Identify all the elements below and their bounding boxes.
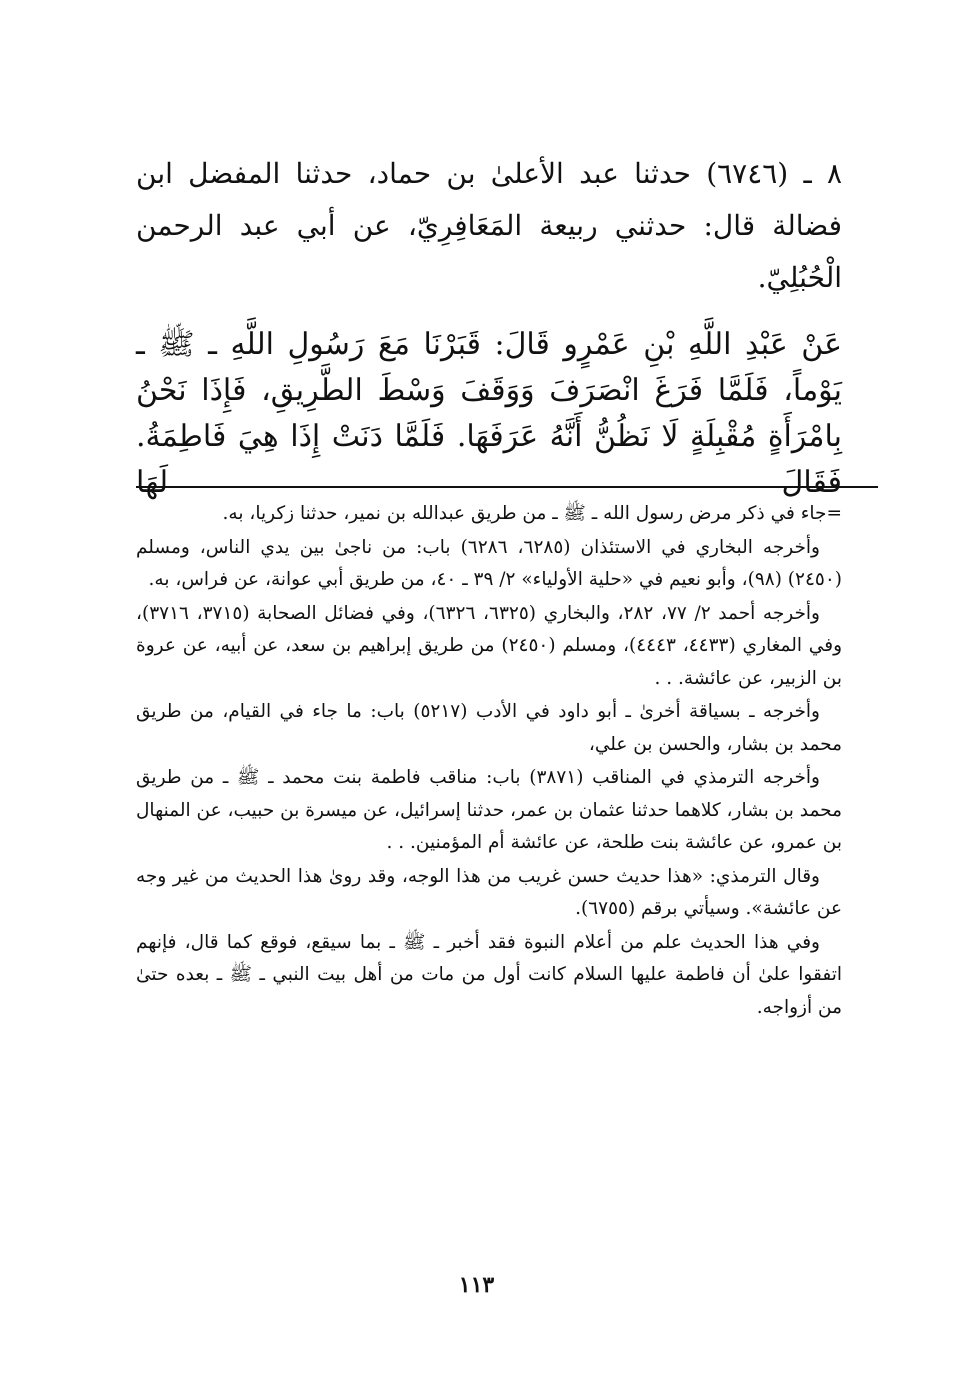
- hadith-matn: عَنْ عَبْدِ اللَّهِ بْنِ عَمْرٍو قَالَ: قَبَرْنَا مَعَ رَسُولِ اللَّهِ ـ ﷺ ـ يَوْماً، فَلَمَّا فَرَغَ انْصَرَفَ وَوَقَفَ وَسْطَ الطَّرِيقِ، فَإِذَا نَحْنُ بِامْرَأَةٍ مُقْبِلَةٍ لَا نَظُنُّ أَنَّهُ عَرَفَهَا. فَلَمَّا دَنَتْ إِذَا هِيَ فَاطِمَةُ. فَقَالَ لَهَا: [136, 327, 842, 500]
- hadith-text-block: [136, 148, 842, 506]
- footnote-paragraph: وأخرجه الترمذي في المناقب (٣٨٧١) باب: مناقب فاطمة بنت محمد ـ ﷺ ـ من طريق محمد بن بشار، كلاهما حدثنا عثمان بن عمر، حدثنا إسرائيل، عن ميسرة بن حبيب، عن المنهال بن عمرو، عن عائشة بنت طلحة، عن عائشة أم المؤمنين. . .: [135, 767, 842, 853]
- footnote-paragraph: وقال الترمذي: «هذا حديث حسن غريب من هذا الوجه، وقد روىٰ هذا الحديث من غير وجه عن عائشة». وسيأتي برقم (٦٧٥٥).: [136, 865, 842, 919]
- footnote-separator: [136, 486, 878, 488]
- hadith-isnad: [136, 148, 842, 304]
- footnote-paragraph: وفي هذا الحديث علم من أعلام النبوة فقد أخبر ـ ﷺ ـ بما سيقع، فوقع كما قال، فإنهم اتفقوا علىٰ أن فاطمة عليها السلام كانت أول من مات من أهل بيت النبي ـ ﷺ ـ بعده حتىٰ من أزواجه.: [136, 931, 842, 1018]
- isnad-line: ابن فضالة قال: حدثني ربيعة المَعَافِرِيّ، عن أبي عبد الرحمن: [136, 157, 842, 242]
- footnote-paragraph: وأخرجه أحمد ٢/ ٧٧، ٢٨٢، والبخاري (٦٣٢٥، ٦٣٢٦)، وفي فضائل الصحابة (٣٧١٥، ٣٧١٦)، وفي المغاري (٤٤٣٣، ٤٤٤٣)، ومسلم (٢٤٥٠) من طريق إبراهيم بن سعد، عن أبيه، عن عروة بن الزبير، عن عائشة. . .: [136, 602, 843, 689]
- footnote-paragraph: وأخرجه ـ بسياقة أخرىٰ ـ أبو داود في الأدب (٥٢١٧) باب: ما جاء في القيام، من طريق محمد بن بشار، والحسن بن علي،: [136, 701, 842, 755]
- page-number: ١١٣: [458, 1272, 495, 1298]
- isnad-line: الْحُبُلِيّ.: [757, 261, 842, 294]
- footnote-paragraph: وأخرجه البخاري في الاستئذان (٦٢٨٥، ٦٢٨٦) باب: من ناجىٰ بين يدي الناس، ومسلم (٢٤٥٠) (٩٨)، وأبو نعيم في «حلية الأولياء» ٢/ ٣٩ ـ ٤٠، من طريق أبي عوانة، عن فراس، به.: [136, 536, 842, 590]
- footnote-paragraph: =جاء في ذكر مرض رسول الله ـ ﷺ ـ من طريق عبدالله بن نمير، حدثنا زكريا، به.: [222, 503, 842, 524]
- footnotes: [136, 498, 842, 1025]
- isnad-line: ٨ ـ (٦٧٤٦) حدثنا عبد الأعلىٰ بن حماد، حدثنا المفضل: [188, 157, 842, 190]
